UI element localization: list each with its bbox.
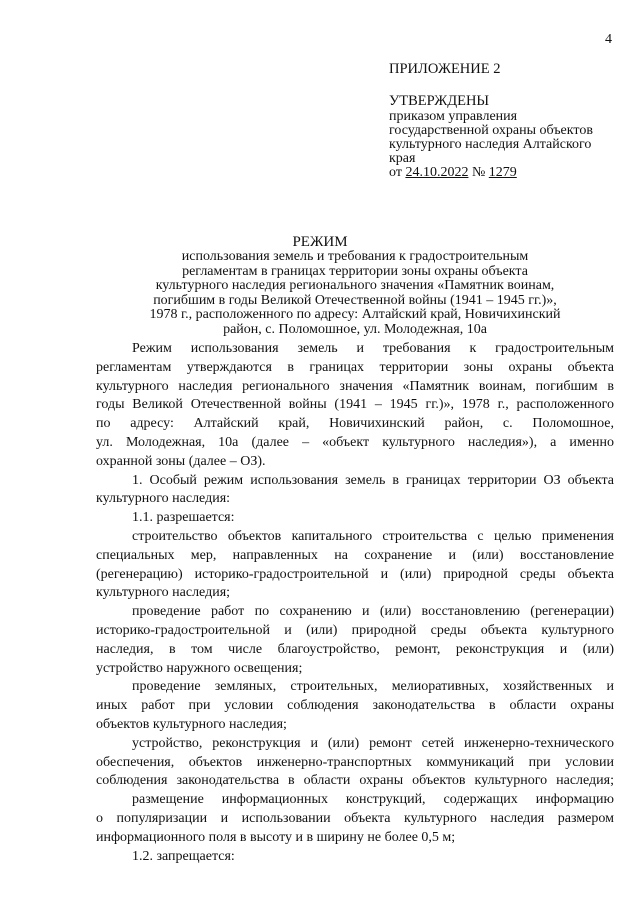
approval-line: культурного наследия Алтайского [389,137,592,152]
body-line: устройство, реконструкция и (или) ремонт сетей инженерно-технического [132,735,614,751]
date-prefix: от [389,165,402,180]
body-line: соблюдения законодательства в области охраны объектов культурного наследия; [96,773,614,789]
body-line: специальных мер, направленных на сохранение и (или) восстановление [96,547,614,563]
body-line: культурного наследия; [96,585,231,601]
body-line: объектов культурного наследия; [96,716,287,732]
body-line: годы Великой Отечественной войны (1941 – 1945 гг.)», 1978 г., расположенного [96,397,614,413]
order-date: 24.10.2022 [405,165,469,180]
subtitle-line: культурного наследия регионального значения «Памятник воинам, [155,278,555,294]
body-line: 1.2. запрещается: [132,848,235,864]
document-subtitle [120,250,590,338]
body-line: устройство наружного освещения; [96,660,303,676]
body-line: культурного наследия регионального значения «Памятник воинам, погибшим в [96,378,614,394]
document-title: РЕЖИМ [292,234,348,250]
subtitle-line: 1978 г., расположенного по адресу: Алтайский край, Новичихинский [149,307,561,323]
body-line: (регенерацию) историко-градостроительной и (или) природной среды объекта [96,566,614,582]
body-line: культурного наследия: [96,491,231,507]
order-date-line [389,166,629,180]
body-line: наследия, в том числе благоустройство, ремонт, реконструкция и (или) [96,641,614,657]
order-number: 1279 [488,165,517,180]
body-line: по адресу: Алтайский край, Новичихинский район, с. Поломошное, [96,416,614,432]
body-line: строительство объектов капитального строительства с целью применения [132,528,614,544]
approval-block [389,62,629,180]
page-number: 4 [605,32,612,47]
body-line: 1. Особый режим использования земель в границах территории ОЗ объекта [132,472,614,488]
body-line: информационного поля в высоту и в ширину не более 0,5 м; [96,829,456,845]
subtitle-line: погибшим в годы Великой Отечественной войны (1941 – 1945 гг.)», [153,292,557,308]
approval-line: государственной охраны объектов [389,123,593,138]
body-line: проведение работ по сохранению и (или) восстановлению (регенерации) [132,604,614,620]
body-line: о популяризации и использовании объекта культурного наследия размером [96,810,614,826]
body-line: Режим использования земель и требования к градостроительным [132,341,614,356]
appendix-label: ПРИЛОЖЕНИЕ 2 [389,61,501,77]
document-body [96,340,614,866]
subtitle-line: район, с. Поломошное, ул. Молодежная, 10а [223,321,487,337]
body-line: размещение информационных конструкций, содержащих информацию [132,792,614,808]
body-line: обеспечения, объектов инженерно-транспортных коммуникаций при условии [96,754,614,770]
body-line: охранной зоны (далее – ОЗ). [96,453,266,469]
body-line: регламентам утверждаются в границах территории зоны охраны объекта [96,359,614,375]
number-sign: № [471,165,486,180]
body-line: ул. Молодежная, 10а (далее – «объект культурного наследия»), а именно [96,434,614,450]
body-line: проведение земляных, строительных, мелиоративных, хозяйственных и [132,679,614,695]
body-line: историко-градостроительной и (или) природной среды объекта культурного [96,622,614,638]
approved-label: УТВЕРЖДЕНЫ [389,93,490,109]
subtitle-line: регламентам в границах территории зоны охраны объекта [182,263,528,279]
subtitle-line: использования земель и требования к градостроительным [181,249,529,264]
body-line: 1.1. разрешается: [132,510,235,526]
approval-line: приказом управления [389,109,518,124]
approval-line: края [389,151,416,166]
body-line: иных работ при условии соблюдения законодательства в области охраны [96,698,614,714]
